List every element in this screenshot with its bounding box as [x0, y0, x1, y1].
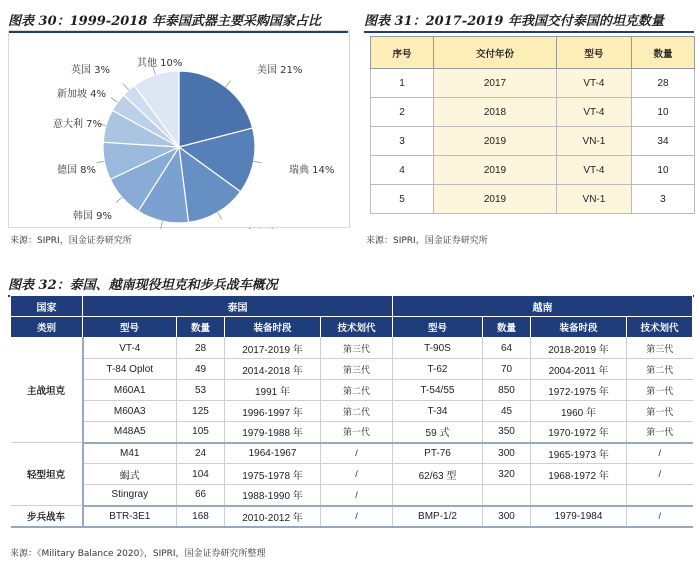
table-row [371, 156, 695, 185]
vn-model-cell: T-54/55 [393, 380, 483, 401]
header-year: 交付年份 [434, 37, 557, 69]
pie-leader-line [161, 221, 163, 229]
th-model-cell: 蝎式 [83, 464, 177, 485]
th-period-cell: 1991 年 [225, 380, 321, 401]
header-th-generation: 技术划代 [321, 317, 393, 338]
qty-cell: 3 [631, 185, 694, 214]
vn-period-cell: 1972-1975 年 [531, 380, 627, 401]
th-qty-cell: 66 [177, 485, 225, 506]
vn-model-cell: 62/63 型 [393, 464, 483, 485]
vn-period-cell: 1960 年 [531, 401, 627, 422]
year-cell: 2019 [434, 127, 557, 156]
header-th-model: 型号 [83, 317, 177, 338]
figure-32-title: 图表 32：泰国、越南现役坦克和步兵战车概况 [8, 274, 694, 297]
category-cell: 主战坦克 [11, 338, 83, 443]
th-qty-cell: 28 [177, 338, 225, 359]
vn-qty-cell: 320 [483, 464, 531, 485]
year-cell: 2019 [434, 156, 557, 185]
model-cell: VN-1 [556, 185, 631, 214]
vn-period-cell [531, 485, 627, 506]
seq-cell: 4 [371, 156, 434, 185]
vn-qty-cell: 70 [483, 359, 531, 380]
figure-30-title: 图表 30：1999-2018 年泰国武器主要采购国家占比 [8, 10, 348, 33]
pie-leader-line [218, 212, 222, 219]
header-th-period: 装备时段 [225, 317, 321, 338]
vn-qty-cell: 850 [483, 380, 531, 401]
table-row [11, 443, 693, 464]
table-row [11, 485, 693, 506]
th-generation-cell: 第二代 [321, 380, 393, 401]
th-qty-cell: 125 [177, 401, 225, 422]
vn-qty-cell [483, 485, 531, 506]
th-period-cell: 1988-1990 年 [225, 485, 321, 506]
th-qty-cell: 168 [177, 506, 225, 527]
qty-cell: 10 [631, 98, 694, 127]
vn-model-cell [393, 485, 483, 506]
vn-generation-cell: / [627, 464, 693, 485]
tank-delivery-table [370, 36, 695, 214]
th-generation-cell: 第三代 [321, 338, 393, 359]
figure-32-source: 来源：《Military Balance 2020》，SIPRI，国金证券研究所整理 [10, 549, 266, 559]
header-seq: 序号 [371, 37, 434, 69]
table-row [11, 380, 693, 401]
th-period-cell: 2017-2019 年 [225, 338, 321, 359]
pie-label: 英国 3% [71, 65, 111, 76]
th-period-cell: 1996-1997 年 [225, 401, 321, 422]
year-cell: 2019 [434, 185, 557, 214]
th-period-cell: 1964-1967 [225, 443, 321, 464]
pie-leader-line [123, 84, 128, 90]
category-cell: 步兵战车 [11, 506, 83, 527]
header-vn-model: 型号 [393, 317, 483, 338]
th-model-cell: Stingray [83, 485, 177, 506]
th-generation-cell: / [321, 485, 393, 506]
header-vn-period: 装备时段 [531, 317, 627, 338]
table-row [371, 98, 695, 127]
th-qty-cell: 53 [177, 380, 225, 401]
table-row [11, 464, 693, 485]
header-vn-qty: 数量 [483, 317, 531, 338]
th-period-cell: 2014-2018 年 [225, 359, 321, 380]
pie-leader-line [116, 197, 122, 202]
vn-generation-cell: 第二代 [627, 359, 693, 380]
table-row [11, 506, 693, 527]
vn-model-cell: T-34 [393, 401, 483, 422]
header-vn-generation: 技术划代 [627, 317, 693, 338]
qty-cell: 28 [631, 69, 694, 98]
pie-chart [9, 31, 351, 229]
header-model: 型号 [556, 37, 631, 69]
header-thailand: 泰国 [83, 296, 393, 317]
pie-label [245, 227, 300, 229]
vn-qty-cell: 350 [483, 422, 531, 443]
table-row [371, 185, 695, 214]
vn-generation-cell: 第三代 [627, 338, 693, 359]
table-header-row [371, 37, 695, 69]
pie-leader-line [96, 161, 104, 162]
pie-label: 瑞典 14% [289, 165, 335, 176]
vn-qty-cell: 300 [483, 506, 531, 527]
vn-generation-cell [627, 485, 693, 506]
vn-model-cell: PT-76 [393, 443, 483, 464]
vn-generation-cell: 第一代 [627, 380, 693, 401]
figure-31-title: 图表 31：2017-2019 年我国交付泰国的坦克数量 [364, 10, 694, 33]
qty-cell: 34 [631, 127, 694, 156]
vn-model-cell: BMP-1/2 [393, 506, 483, 527]
vn-model-cell: T-62 [393, 359, 483, 380]
table-row [11, 422, 693, 443]
header-country: 国家 [11, 296, 83, 317]
vn-generation-cell: 第一代 [627, 422, 693, 443]
vn-qty-cell: 300 [483, 443, 531, 464]
th-model-cell: VT-4 [83, 338, 177, 359]
th-model-cell: T-84 Oplot [83, 359, 177, 380]
th-generation-cell: / [321, 464, 393, 485]
table-header-row-country [11, 296, 693, 317]
table-row [11, 359, 693, 380]
table-row [371, 127, 695, 156]
th-qty-cell: 105 [177, 422, 225, 443]
vn-period-cell: 1970-1972 年 [531, 422, 627, 443]
table-row [11, 338, 693, 359]
th-period-cell: 1979-1988 年 [225, 422, 321, 443]
pie-chart-panel [8, 30, 350, 228]
table-row [371, 69, 695, 98]
category-cell: 轻型坦克 [11, 443, 83, 506]
th-generation-cell: 第一代 [321, 422, 393, 443]
th-model-cell: M60A3 [83, 401, 177, 422]
th-period-cell: 2010-2012 年 [225, 506, 321, 527]
vn-model-cell: T-90S [393, 338, 483, 359]
th-model-cell: M48A5 [83, 422, 177, 443]
seq-cell: 2 [371, 98, 434, 127]
seq-cell: 1 [371, 69, 434, 98]
pie-label: 德国 8% [57, 165, 97, 176]
table-header-row-fields [11, 317, 693, 338]
th-model-cell: BTR-3E1 [83, 506, 177, 527]
vn-period-cell: 2004-2011 年 [531, 359, 627, 380]
header-category: 类别 [11, 317, 83, 338]
th-qty-cell: 49 [177, 359, 225, 380]
th-generation-cell: 第二代 [321, 401, 393, 422]
pie-leader-line [254, 161, 262, 162]
header-qty: 数量 [631, 37, 694, 69]
vn-generation-cell: / [627, 443, 693, 464]
th-generation-cell: 第三代 [321, 359, 393, 380]
th-model-cell: M41 [83, 443, 177, 464]
year-cell: 2018 [434, 98, 557, 127]
th-period-cell: 1975-1978 年 [225, 464, 321, 485]
qty-cell: 10 [631, 156, 694, 185]
model-cell: VT-4 [556, 69, 631, 98]
vn-period-cell: 1965-1973 年 [531, 443, 627, 464]
figure-30-source: 来源：SIPRI，国金证券研究所 [10, 236, 132, 246]
table-row [11, 401, 693, 422]
model-cell: VT-4 [556, 98, 631, 127]
th-qty-cell: 24 [177, 443, 225, 464]
vn-qty-cell: 64 [483, 338, 531, 359]
seq-cell: 3 [371, 127, 434, 156]
armor-overview-table [10, 295, 693, 528]
model-cell: VN-1 [556, 127, 631, 156]
vn-generation-cell: 第一代 [627, 401, 693, 422]
pie-label: 韩国 9% [73, 211, 113, 222]
th-generation-cell: / [321, 443, 393, 464]
pie-label: 其他 10% [137, 58, 183, 69]
pie-label: 意大利 7% [53, 119, 103, 130]
header-th-qty: 数量 [177, 317, 225, 338]
year-cell: 2017 [434, 69, 557, 98]
pie-leader-line [226, 81, 231, 87]
th-qty-cell: 104 [177, 464, 225, 485]
model-cell: VT-4 [556, 156, 631, 185]
vn-model-cell: 59 式 [393, 422, 483, 443]
th-generation-cell: / [321, 506, 393, 527]
pie-leader-line [111, 98, 117, 103]
seq-cell: 5 [371, 185, 434, 214]
pie-label: 新加坡 4% [57, 89, 107, 100]
vn-generation-cell: / [627, 506, 693, 527]
vn-qty-cell: 45 [483, 401, 531, 422]
pie-label: 美国 21% [257, 65, 303, 76]
figure-31-source: 来源：SIPRI，国金证券研究所 [366, 236, 488, 246]
vn-period-cell: 1979-1984 [531, 506, 627, 527]
th-model-cell: M60A1 [83, 380, 177, 401]
header-vietnam: 越南 [393, 296, 693, 317]
vn-period-cell: 1968-1972 年 [531, 464, 627, 485]
vn-period-cell: 2018-2019 年 [531, 338, 627, 359]
